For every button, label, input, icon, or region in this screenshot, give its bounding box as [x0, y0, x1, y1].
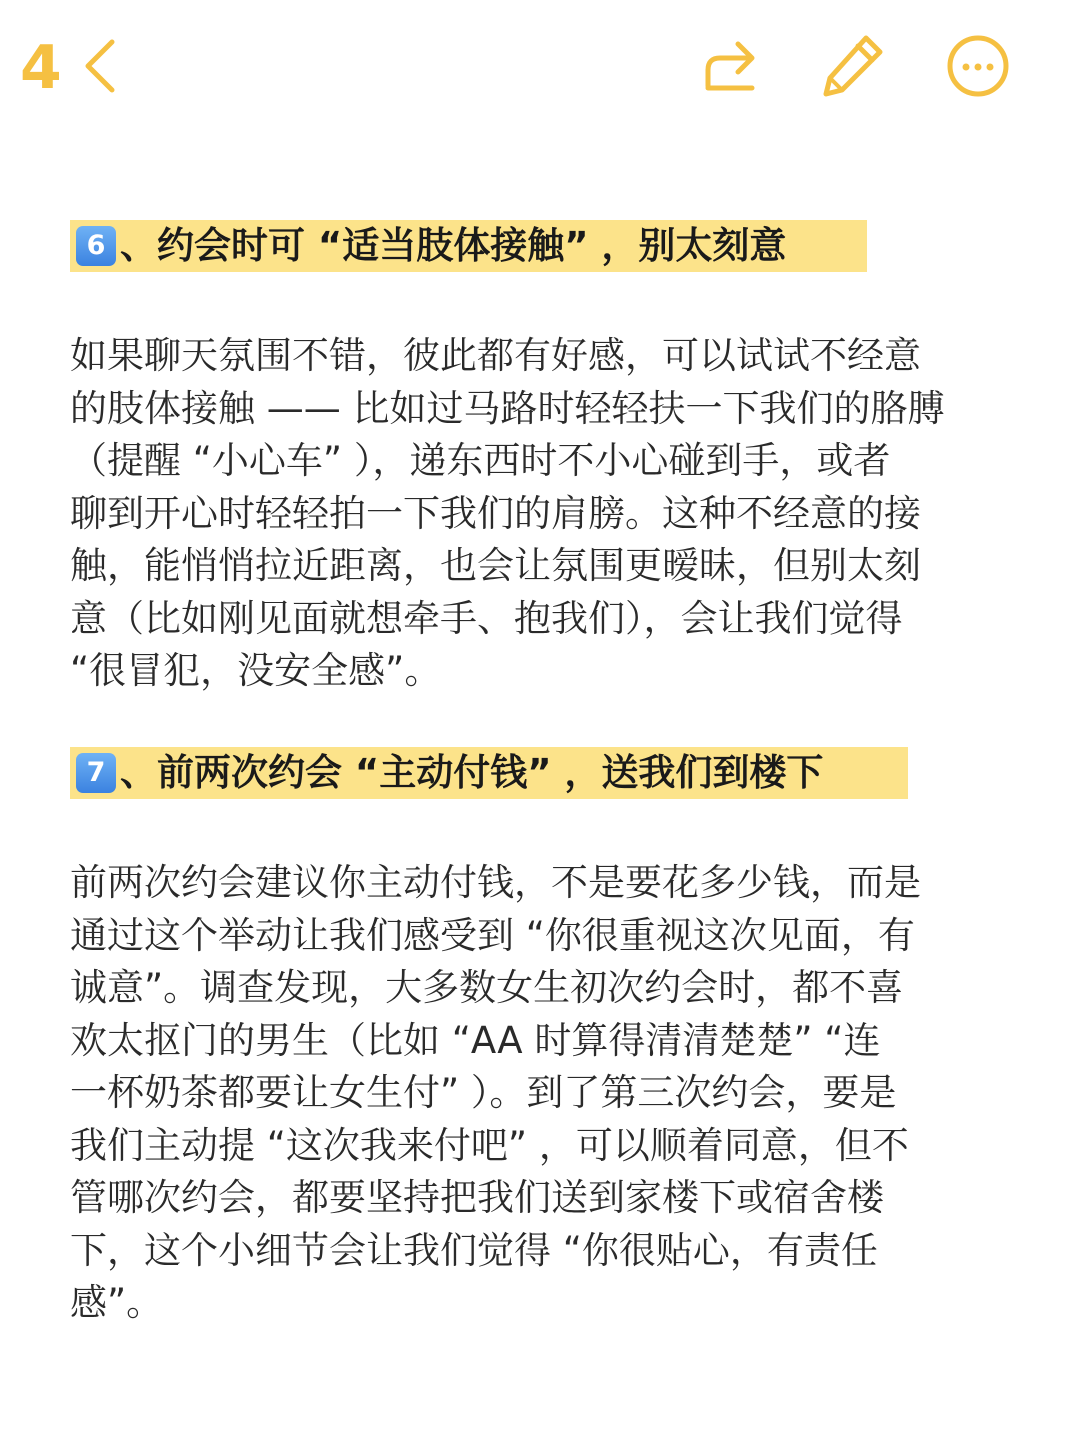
section-body-6: 如果聊天氛围不错，彼此都有好感，可以试试不经意 的肢体接触 —— 比如过马路时轻轻扶一下我们的胳膊 （提醒 “小心车” ），递东西时不小心碰到手，或者 聊到开心时轻轻拍一下我们的肩膀。这种不经意的接 触，能悄悄拉近距离，也会让氛围更暧昧，但别太刻 意（比如刚见面就想牵手、抱我们），会让我们觉得 “很冒犯，没安全感”。	[70, 334, 945, 692]
more-ellipsis-icon[interactable]	[946, 34, 1010, 98]
section-title-6: 、约会时可 “适当肢体接触” ，别太刻意	[120, 224, 787, 267]
back-count[interactable]: 4	[20, 33, 62, 103]
top-nav-bar	[0, 0, 1080, 130]
section-heading-6	[70, 220, 867, 272]
number-badge-7: 7	[76, 753, 116, 793]
section-title-7: 、前两次约会 “主动付钱” ，送我们到楼下	[120, 751, 824, 794]
pencil-icon[interactable]	[820, 32, 886, 100]
chevron-left-icon[interactable]	[78, 36, 122, 96]
share-forward-icon[interactable]	[700, 38, 762, 94]
section-body-7: 前两次约会建议你主动付钱，不是要花多少钱，而是 通过这个举动让我们感受到 “你很重视这次见面，有 诚意”。调查发现，大多数女生初次约会时，都不喜 欢太抠门的男生（比如 “AA 时算得清清楚楚” “连 一杯奶茶都要让女生付” ）。到了第三次约会，要是 我们主动提 “这次我来付吧” ，可以顺着同意，但不 管哪次约会，都要坚持把我们送到家楼下或宿舍楼 下，这个小细节会让我们觉得 “你很贴心，有责任 感”。	[70, 861, 921, 1324]
section-heading-7	[70, 747, 908, 799]
number-badge-6: 6	[76, 226, 116, 266]
